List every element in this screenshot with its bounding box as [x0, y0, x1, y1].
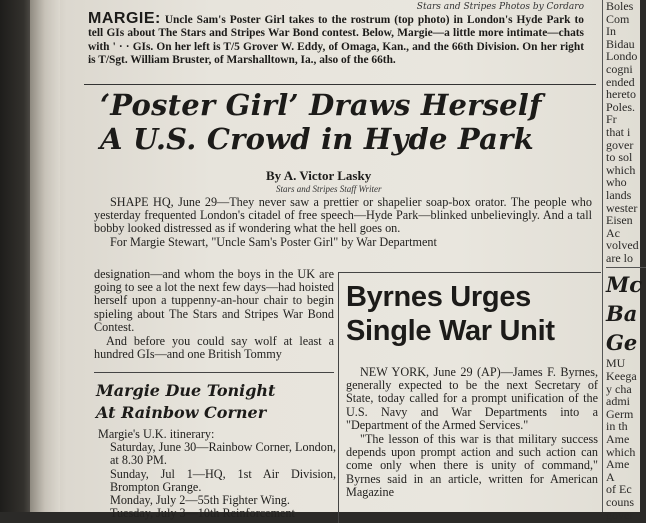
byrnes-headline-line-2: Single War Unit — [346, 315, 555, 347]
right-column-line: wester — [606, 200, 638, 215]
left-column-paragraph-2: And before you could say wolf at least a hundred GIs—and one British Tommy — [94, 334, 334, 362]
right-column-headline-fragment: Mc — [606, 272, 643, 298]
right-column-line: Eisen — [606, 213, 633, 228]
lead-paragraph-2: For Margie Stewart, "Uncle Sam's Poster Girl" by War Department — [110, 234, 437, 249]
photo-credit: Stars and Stripes Photos by Cordaro — [416, 2, 584, 12]
byrnes-headline-line-1: Byrnes Urges — [346, 281, 531, 313]
left-column-paragraph-1: designation—and whom the boys in the UK are going to see a lot the next few days—had hoisted herself upon a tuppenny-an-hour chair to begin spieling about The Stars and Stripes War Bond Contest. — [94, 267, 334, 334]
subheadline-line-2: At Rainbow Corner — [96, 403, 267, 422]
background-edge — [0, 0, 34, 512]
right-column-line: MU — [606, 356, 626, 371]
right-column-line: y cha — [606, 381, 632, 396]
right-column-line: Boles — [606, 0, 634, 13]
right-column-headline-fragment: Ba — [606, 301, 638, 327]
right-column-line: that i — [606, 124, 631, 139]
paper-fold — [30, 0, 60, 512]
caption-kicker: MARGIE: — [88, 10, 161, 27]
main-headline — [100, 88, 600, 156]
column-divider — [602, 0, 603, 512]
right-column-line: Ame — [606, 432, 630, 447]
byrnes-paragraph-2: "The lesson of this war is that military success depends upon prompt action and such action can come only when there is unity of command," Byrnes said in an article, written for American Magazine — [346, 432, 598, 499]
lead-paragraphs — [94, 196, 592, 249]
right-column-line: to sol — [606, 150, 633, 165]
byline: By A. Victor Lasky — [266, 168, 372, 183]
byline-title: Stars and Stripes Staff Writer — [276, 184, 382, 194]
itinerary-intro: Margie's U.K. itinerary: — [98, 427, 215, 441]
right-column-line: A — [606, 469, 615, 484]
right-column-line: gover — [606, 137, 634, 152]
right-column-line: cogni — [606, 61, 633, 76]
right-column-line: Keega — [606, 369, 637, 384]
right-column-line: in th — [606, 419, 628, 434]
itinerary-item: Saturday, June 30—Rainbow Corner, London, at 8.30 PM. — [110, 440, 336, 468]
right-column-rule — [606, 267, 646, 268]
byrnes-headline — [346, 280, 602, 348]
right-column-line: Poles. — [606, 99, 636, 114]
right-column-line: of Ec — [606, 482, 632, 497]
right-column-headline-fragment: Ge — [606, 330, 638, 356]
right-column-line: Ame — [606, 457, 630, 472]
right-column-line: Germ — [606, 406, 634, 421]
caption-rule — [84, 84, 596, 85]
headline-line-1: ‘Poster Girl’ Draws Herself — [100, 88, 542, 122]
right-column-line: ended — [606, 74, 635, 89]
right-column-headline — [606, 270, 646, 357]
caption-text: Uncle Sam's Poster Girl takes to the rostrum (top photo) in London's Hyde Park to tell GIs about The Stars and Stripes War Bond contest. Below, Margie—a little more intimate—chats with ' · · GIs. On her left is T/5 Grover W. Eddy, of Omaga, Kan., and the 66th Division. On her right is T/Sgt. William Bruster, of Marshalltown, Ia., also of the 66th. — [88, 14, 584, 67]
byrnes-paragraph-1: NEW YORK, June 29 (AP)—James F. Byrnes, generally expected to be the next Secretary of State, today called for a prompt unification of the U.S. Navy and War Departments into a "Department of the Armed Services." — [346, 365, 598, 432]
right-column-bottom — [606, 357, 646, 521]
itinerary-item: Monday, July 2—55th Fighter Wing. — [110, 493, 290, 508]
right-column-line: Ac — [606, 225, 620, 240]
itinerary-list — [98, 428, 336, 520]
right-column-top — [606, 0, 646, 268]
right-column-line: admi — [606, 394, 630, 409]
subheadline — [96, 380, 336, 424]
right-column-line: Bidau — [606, 36, 635, 51]
right-column-fragment — [606, 0, 646, 522]
right-column-line: lands — [606, 187, 632, 202]
right-column-line: who — [606, 175, 627, 190]
byrnes-story-text — [346, 366, 598, 500]
itinerary-item: Sunday, Jul 1—HQ, 1st Air Division, Brompton Grange. — [110, 466, 336, 494]
right-column-line: which — [606, 162, 636, 177]
headline-line-2: A U.S. Crowd in Hyde Park — [100, 122, 534, 156]
section-rule — [94, 372, 334, 373]
lead-paragraph-1: SHAPE HQ, June 29—They never saw a prettier or shapelier soap-box orator. The people who yesterday frequented London's citadel of free speech—Hyde Park—blinked unbelievingly. And a tall bobby looked distressed as if wondering what the hell goes on. — [94, 195, 592, 236]
right-column-line: Com — [606, 11, 630, 26]
subheadline-line-1: Margie Due Tonight — [96, 381, 276, 400]
right-column-line: Fr — [606, 112, 617, 127]
left-column-text — [94, 268, 334, 362]
photo-caption — [88, 12, 584, 68]
itinerary-item: Tuesday, July 3—10th Reinforcement — [110, 506, 295, 521]
right-column-line: gover — [606, 507, 634, 522]
right-column-line: Londo — [606, 49, 638, 64]
right-column-line: couns — [606, 495, 634, 509]
right-column-line: In — [606, 24, 616, 39]
right-column-line: hereto — [606, 87, 636, 102]
right-column-line: are lo — [606, 250, 633, 265]
right-column-line: which — [606, 444, 636, 459]
right-column-line: volved — [606, 238, 639, 253]
